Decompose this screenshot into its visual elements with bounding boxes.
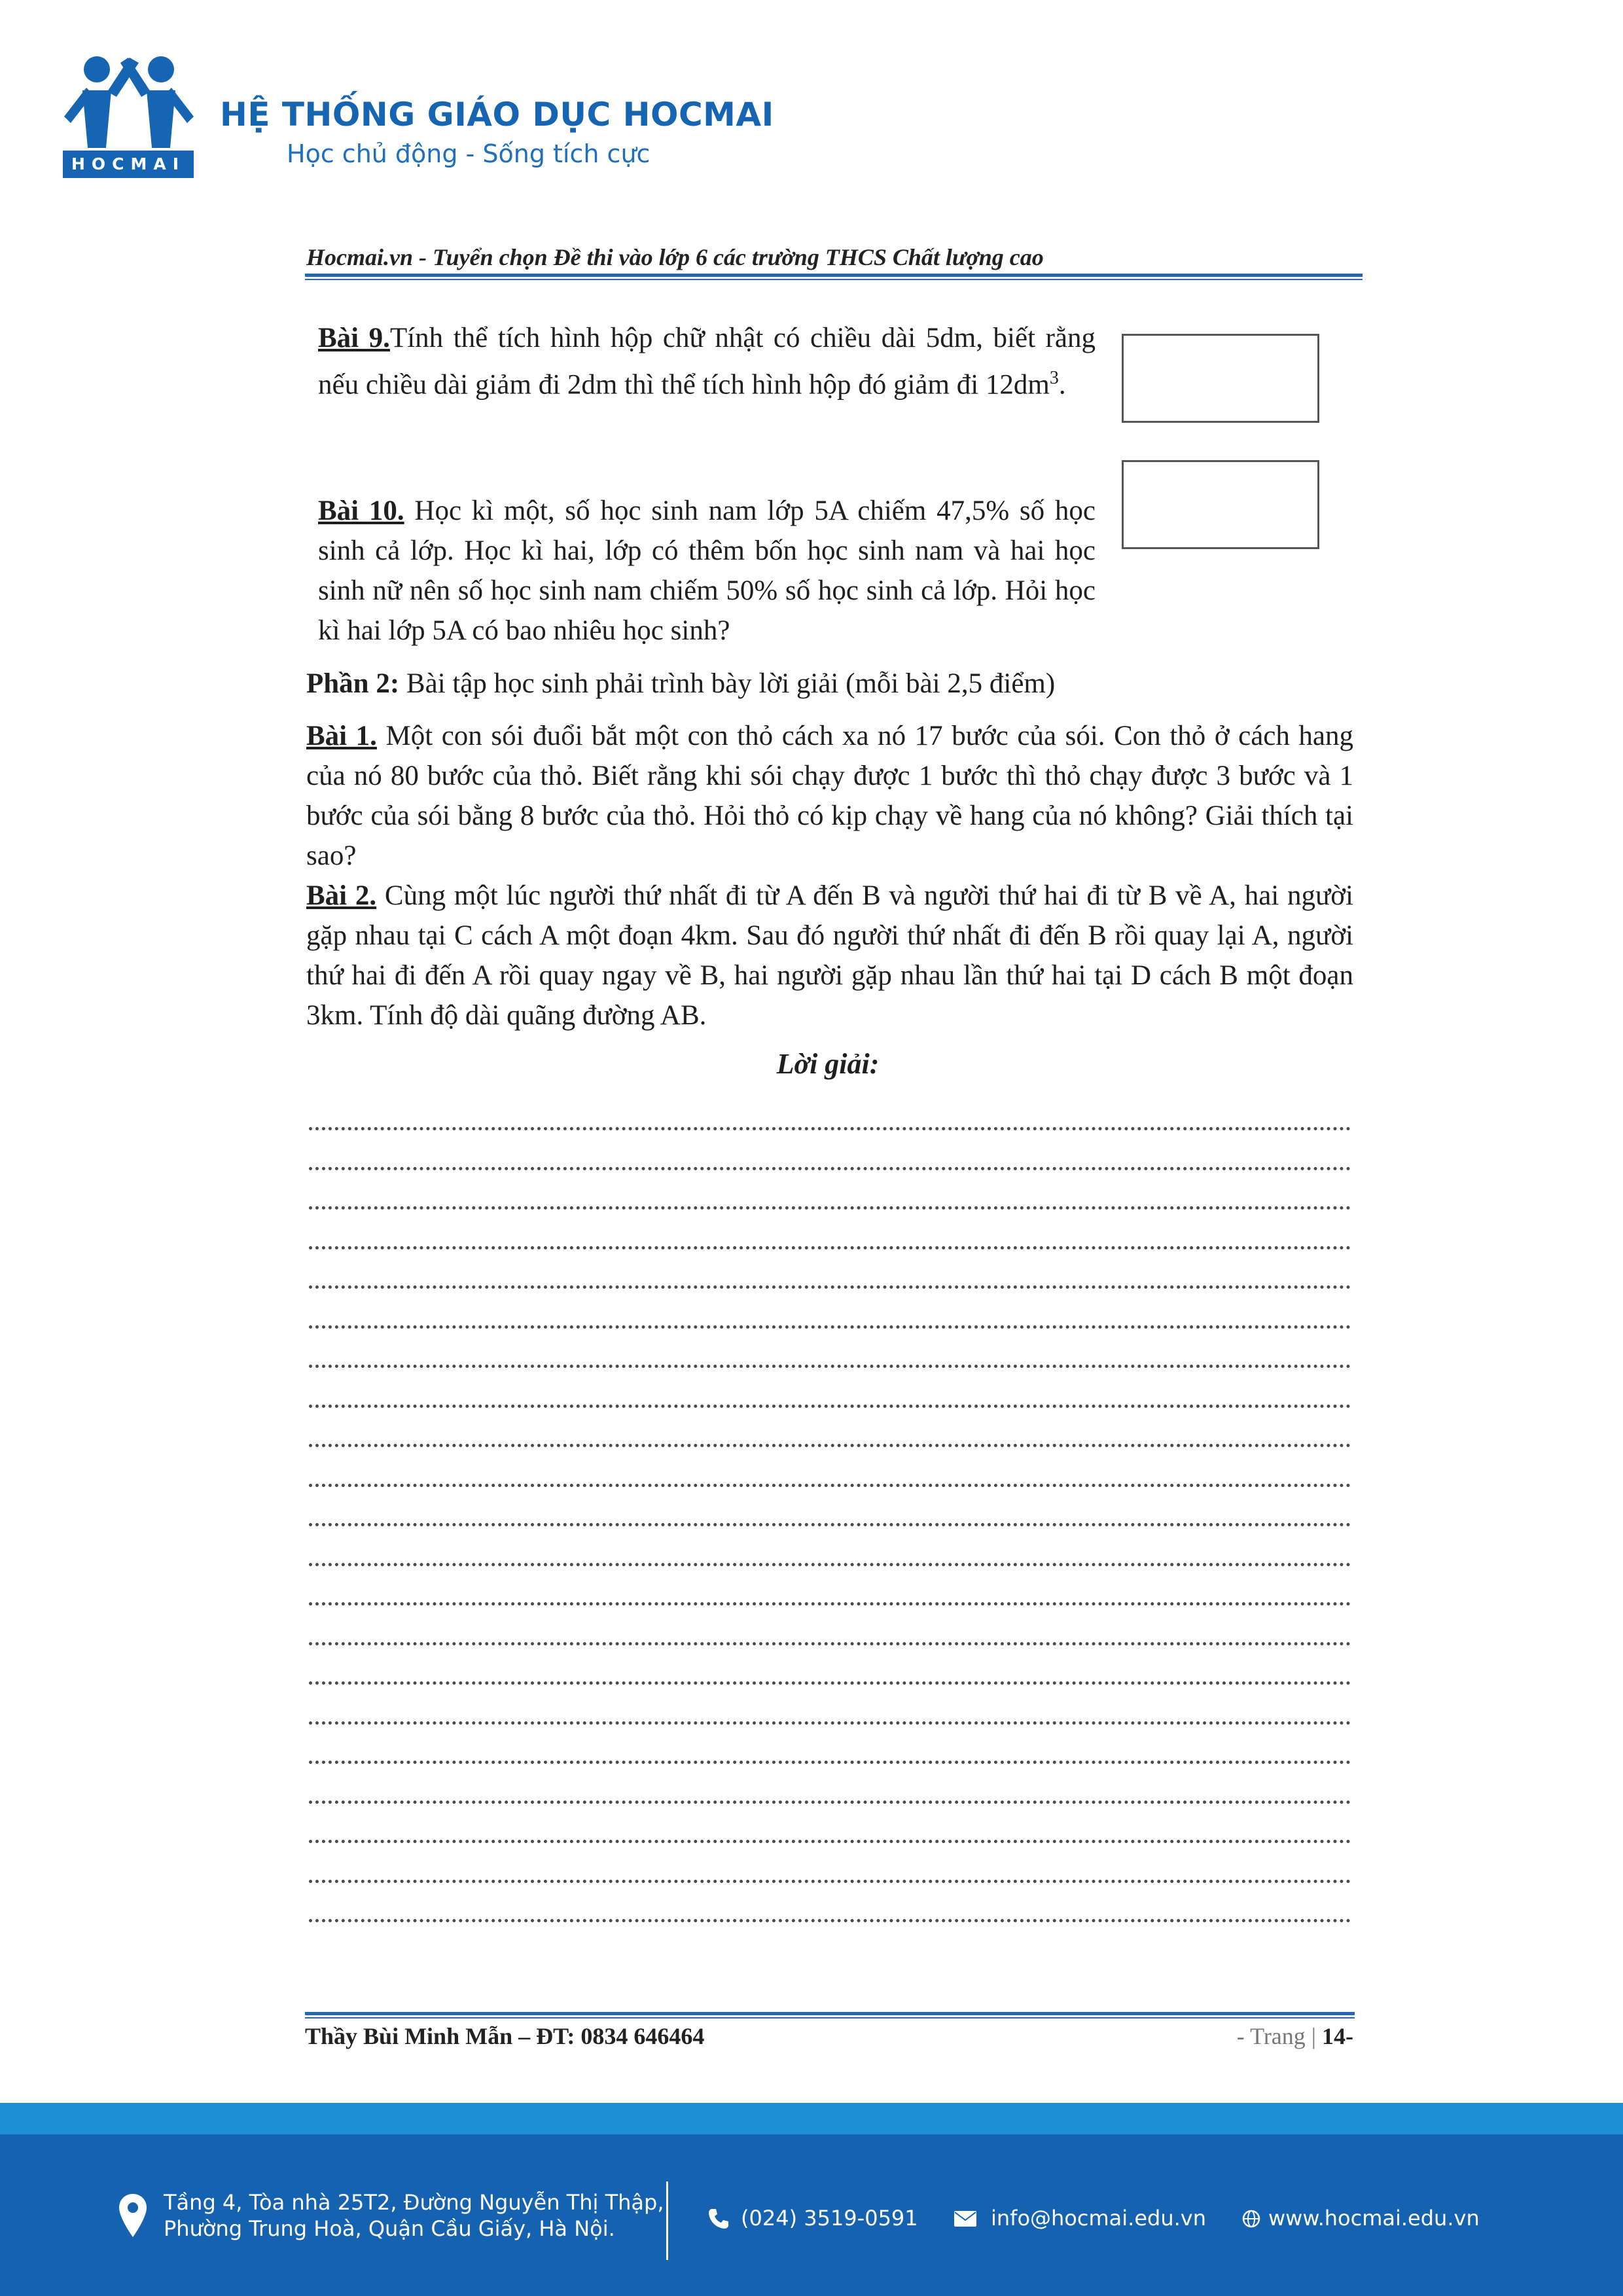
answer-line[interactable] [309, 1761, 1351, 1764]
problem-1-text: Một con sói đuổi bắt một con thỏ cách xa nó 17 bước của sói. Con thỏ ở cách hang của nó 80 bước của thỏ. Biết rằng khi sói chạy được 1 bước thì thỏ chạy được 3 bước và 1 bước của sói bằng 8 bước của thỏ. Hỏi thỏ có kịp chạy về hang của nó không? Giải thích tại sao? [306, 721, 1353, 871]
answer-line[interactable] [309, 1919, 1351, 1922]
answer-line[interactable] [309, 1523, 1351, 1526]
teacher-contact: Thầy Bùi Minh Mẫn – ĐT: 0834 646464 [305, 2023, 705, 2049]
answer-line[interactable] [309, 1405, 1351, 1408]
mail-icon [954, 2211, 976, 2227]
problem-1-label: Bài 1. [306, 721, 377, 751]
answer-line[interactable] [309, 1325, 1351, 1329]
email-address[interactable]: info@hocmai.edu.vn [991, 2206, 1206, 2231]
answer-line[interactable] [309, 1642, 1351, 1645]
problem-10-text: Học kì một, số học sinh nam lớp 5A chiếm 47,5% số học sinh cả lớp. Học kì hai, lớp có thêm bốn học sinh nam và hai học sinh nữ nên số học sinh nam chiếm 50% số học sinh cả lớp. Hỏi học kì hai lớp 5A có bao nhiêu học sinh? [318, 495, 1096, 646]
problem-1 [306, 716, 1353, 876]
logo-figures-icon [63, 51, 197, 149]
logo-wordmark: HOCMAI [63, 151, 194, 178]
answer-line[interactable] [309, 1127, 1351, 1130]
footer-rule-thin [305, 2017, 1355, 2018]
answer-box-9[interactable] [1122, 334, 1319, 423]
section-2-heading [306, 664, 1366, 704]
problem-10 [318, 491, 1096, 651]
answer-line[interactable] [309, 1444, 1351, 1447]
answer-line[interactable] [309, 1365, 1351, 1368]
page-number-prefix: - Trang | [1236, 2023, 1322, 2049]
footer-rule [305, 2012, 1355, 2015]
location-pin-icon [118, 2193, 148, 2238]
page-number-suffix: - [1346, 2023, 1353, 2049]
answer-line[interactable] [309, 1563, 1351, 1566]
brand-header [63, 51, 848, 182]
address-line-1: Tầng 4, Tòa nhà 25T2, Đường Nguyễn Thị Thập, [164, 2190, 664, 2215]
problem-2 [306, 876, 1353, 1035]
answer-line[interactable] [309, 1840, 1351, 1843]
website-link[interactable]: www.hocmai.edu.vn [1268, 2206, 1480, 2231]
header-rule-thin [305, 279, 1363, 280]
answer-line[interactable] [309, 1801, 1351, 1804]
globe-icon [1242, 2210, 1260, 2228]
answer-line[interactable] [309, 1602, 1351, 1605]
page-number [1237, 2022, 1353, 2050]
problem-9-text: Tính thể tích hình hộp chữ nhật có chiều dài 5dm, biết rằng nếu chiều dài giảm đi 2dm thì thể tích hình hộp đó giảm đi 12dm [318, 323, 1096, 401]
answer-line[interactable] [309, 1206, 1351, 1210]
problem-2-text: Cùng một lúc người thứ nhất đi từ A đến B và người thứ hai đi từ B về A, hai người gặp nhau tại C cách A một đoạn 4km. Sau đó người thứ nhất đi đến B rồi quay lại A, người thứ hai đi đến A rồi quay ngay về B, hai người gặp nhau lần thứ hai tại D cách B một đoạn 3km. Tính độ dài quãng đường AB. [306, 880, 1353, 1031]
address-line-2: Phường Trung Hoà, Quận Cầu Giấy, Hà Nội. [164, 2216, 615, 2241]
answer-line[interactable] [309, 1721, 1351, 1725]
solution-title: Lời giải: [776, 1048, 880, 1080]
problem-10-label: Bài 10. [318, 495, 404, 526]
answer-line[interactable] [309, 1285, 1351, 1289]
answer-line[interactable] [309, 1880, 1351, 1883]
page-number-value: 14 [1322, 2023, 1346, 2049]
problem-2-label: Bài 2. [306, 880, 377, 911]
answer-line[interactable] [309, 1681, 1351, 1685]
problem-9-exponent: 3 [1049, 368, 1059, 388]
header-rule [305, 274, 1363, 277]
document-header: Hocmai.vn - Tuyển chọn Đề thi vào lớp 6 các trường THCS Chất lượng cao [306, 244, 1044, 270]
problem-9-label: Bài 9. [318, 323, 390, 353]
problem-9 [318, 318, 1096, 404]
phone-number[interactable]: (024) 3519-0591 [741, 2206, 918, 2231]
phone-icon [707, 2207, 730, 2231]
answer-line[interactable] [309, 1246, 1351, 1249]
section-2-label: Phần 2: [306, 668, 400, 699]
contact-divider [666, 2181, 668, 2260]
answer-line[interactable] [309, 1484, 1351, 1487]
brand-name: HỆ THỐNG GIÁO DỤC HOCMAI [220, 96, 774, 134]
answer-box-10[interactable] [1122, 460, 1319, 549]
contact-bar-top [0, 2103, 1623, 2134]
brand-slogan: Học chủ động - Sống tích cực [287, 139, 651, 168]
hocmai-logo [63, 51, 197, 179]
answer-line[interactable] [309, 1167, 1351, 1170]
section-2-text: Bài tập học sinh phải trình bày lời giải (mỗi bài 2,5 điểm) [399, 668, 1056, 699]
problem-9-end: . [1058, 369, 1066, 401]
